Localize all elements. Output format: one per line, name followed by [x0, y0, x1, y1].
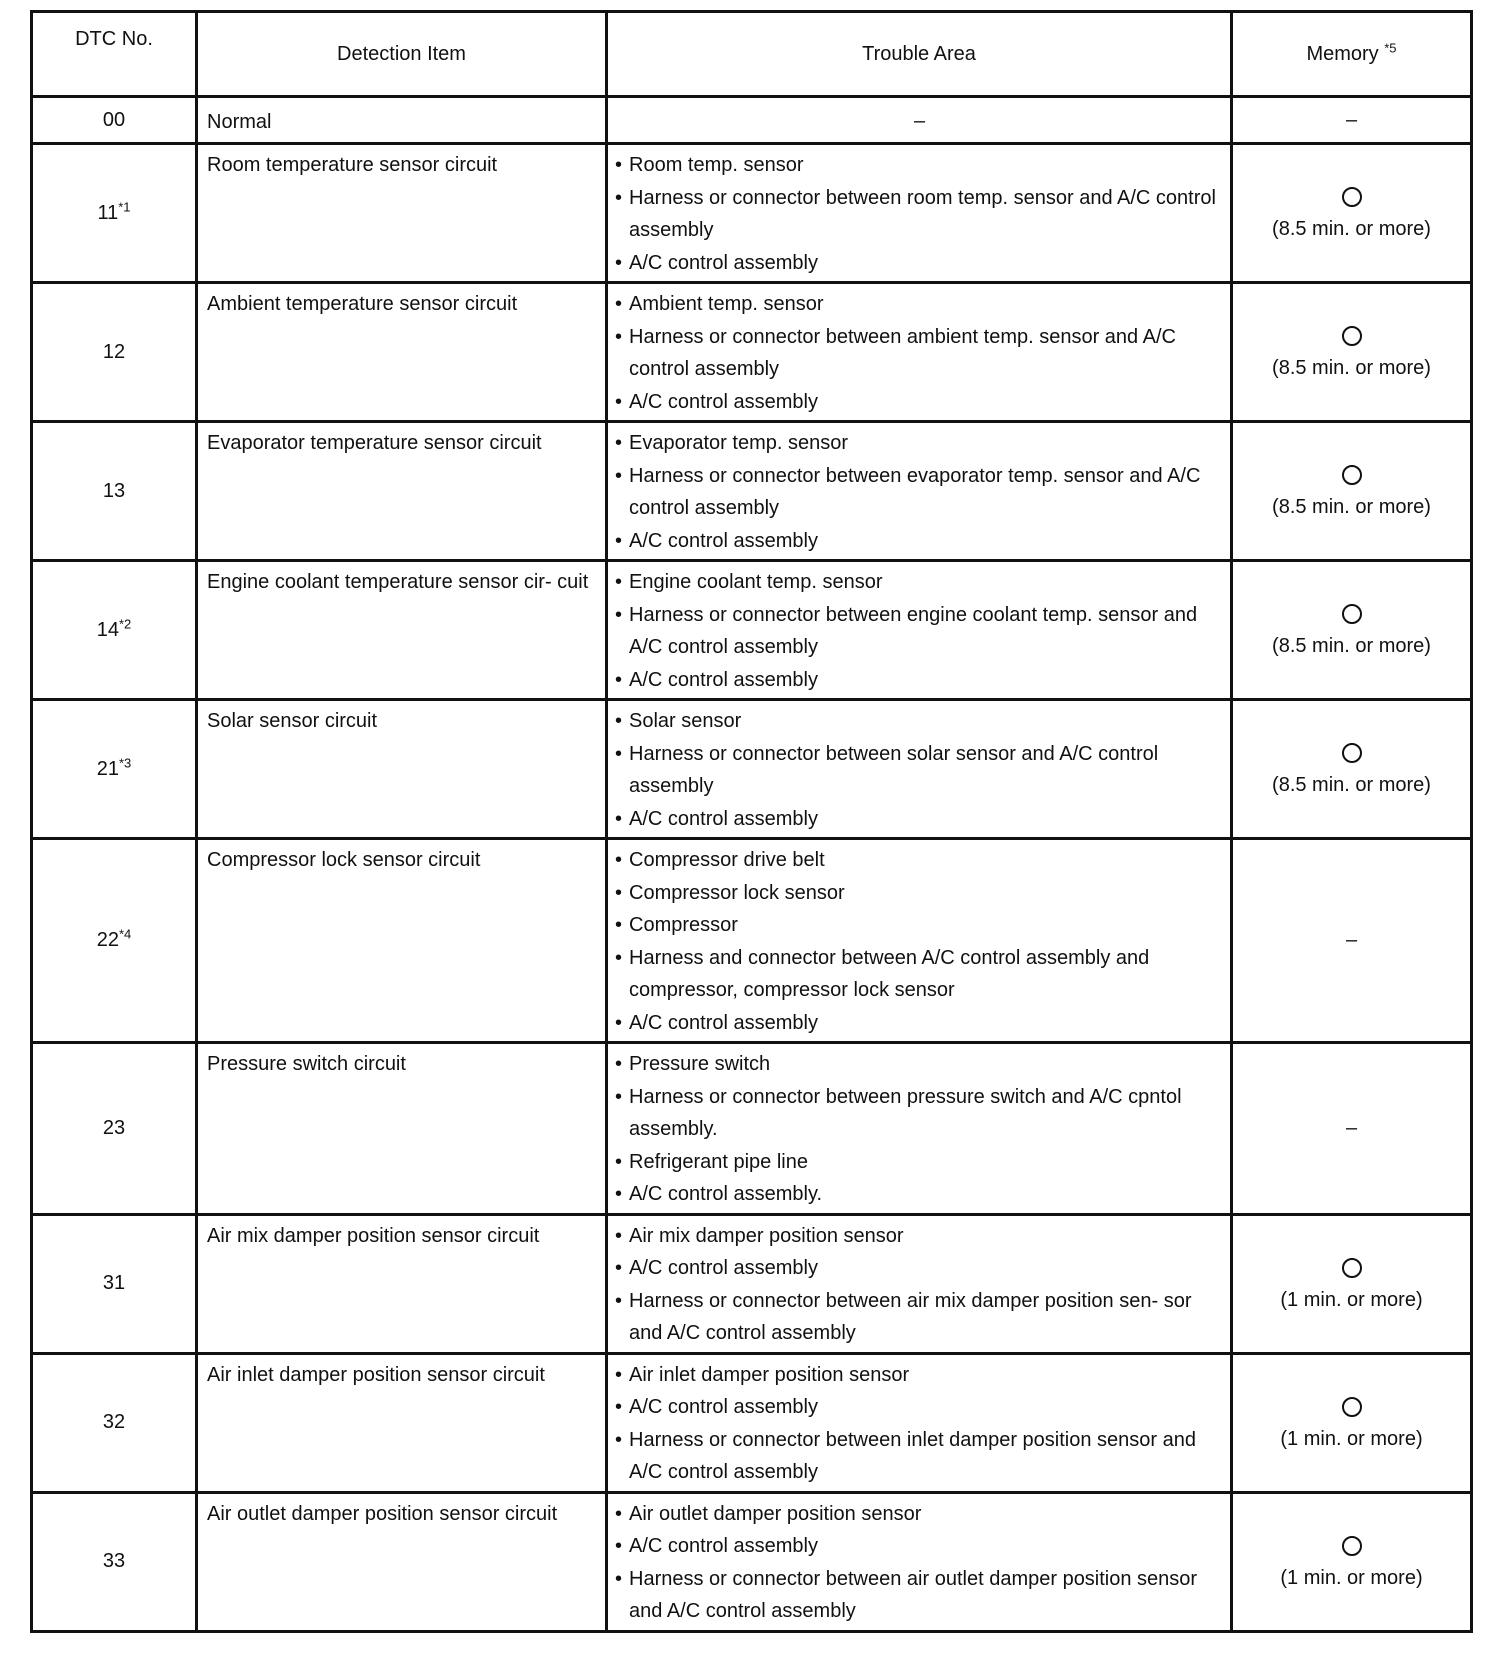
memory-duration: (1 min. or more): [1280, 1566, 1423, 1589]
memory-circle-icon: [1342, 1258, 1362, 1278]
dtc-footnote-marker: *2: [118, 616, 132, 632]
table-row: [32, 97, 1472, 144]
trouble-area-item: • Harness or connector between pressure switch and A/C cpntol assembly.: [615, 1081, 1224, 1146]
memory-cell: [1232, 1492, 1472, 1631]
trouble-area: [607, 144, 1232, 283]
trouble-area: [607, 1353, 1232, 1492]
trouble-area: [607, 561, 1232, 700]
memory-circle-icon: [1342, 465, 1362, 485]
memory-cell: [1232, 422, 1472, 561]
trouble-area-list: [615, 149, 1224, 279]
table-row: [32, 1214, 1472, 1353]
trouble-area-list: [615, 288, 1224, 418]
trouble-area-item: • A/C control assembly: [615, 1252, 1224, 1285]
trouble-area-item: • Harness or connector between air mix damper position sen- sor and A/C control assembly: [615, 1285, 1224, 1350]
dtc-code: 23: [102, 1117, 126, 1139]
trouble-area-item: • A/C control assembly: [615, 1530, 1224, 1563]
trouble-area-item: • Solar sensor: [615, 705, 1224, 738]
header-memory-label: Memory: [1306, 42, 1379, 65]
trouble-area: [607, 1214, 1232, 1353]
trouble-area: [607, 422, 1232, 561]
table-body: [32, 97, 1472, 1632]
trouble-area-item: • Air outlet damper position sensor: [615, 1498, 1224, 1531]
trouble-area-item: • Harness or connector between room temp. sensor and A/C control assembly: [615, 182, 1224, 247]
dtc-code: 13: [102, 479, 126, 502]
memory-cell: [1232, 283, 1472, 422]
dtc-code-cell: [32, 839, 197, 1043]
table-row: [32, 283, 1472, 422]
table-row: [32, 1492, 1472, 1631]
memory-circle-icon: [1342, 743, 1362, 763]
trouble-area: [607, 97, 1232, 144]
trouble-area-item: • A/C control assembly: [615, 386, 1224, 419]
trouble-area-list: [615, 566, 1224, 696]
dtc-code-cell: [32, 144, 197, 283]
table-row: [32, 1043, 1472, 1215]
memory-duration: (8.5 min. or more): [1272, 774, 1431, 796]
trouble-area-item: • Evaporator temp. sensor: [615, 427, 1224, 460]
memory-dash: –: [1345, 1117, 1358, 1139]
table-row: [32, 144, 1472, 283]
trouble-area: [607, 1043, 1232, 1215]
memory-cell: [1232, 144, 1472, 283]
dtc-code: 12: [102, 340, 126, 363]
trouble-area-item: • Harness or connector between air outlet damper position sensor and A/C control assembly: [615, 1563, 1224, 1628]
memory-duration: (8.5 min. or more): [1272, 635, 1431, 657]
dtc-code-cell: [32, 97, 197, 144]
trouble-area-item: • Refrigerant pipe line: [615, 1146, 1224, 1179]
trouble-area-list: [615, 1498, 1224, 1628]
dtc-code-cell: [32, 1214, 197, 1353]
detection-item: Pressure switch circuit: [197, 1043, 607, 1215]
detection-item: Solar sensor circuit: [197, 700, 607, 839]
memory-circle-icon: [1342, 326, 1362, 346]
memory-dash: –: [1345, 108, 1358, 131]
trouble-area-item: • Harness or connector between inlet damper position sensor and A/C control assembly: [615, 1424, 1224, 1489]
trouble-area-item: • A/C control assembly: [615, 1007, 1224, 1040]
trouble-area-list: [615, 427, 1224, 557]
dtc-code: 21: [96, 757, 119, 780]
trouble-area: [607, 700, 1232, 839]
table-row: [32, 422, 1472, 561]
memory-circle-icon: [1342, 1536, 1362, 1556]
memory-duration: (1 min. or more): [1280, 1427, 1423, 1450]
empty-dash: –: [913, 109, 926, 132]
detection-item: Engine coolant temperature sensor cir- cuit: [197, 561, 607, 700]
detection-item: Evaporator temperature sensor circuit: [197, 422, 607, 561]
dtc-code: 22: [96, 929, 119, 952]
header-memory: [1232, 12, 1472, 97]
detection-item: Room temperature sensor circuit: [197, 144, 607, 283]
memory-cell: [1232, 1353, 1472, 1492]
memory-cell: [1232, 561, 1472, 700]
trouble-area-item: • Air inlet damper position sensor: [615, 1359, 1224, 1392]
trouble-area-list: [615, 1220, 1224, 1350]
trouble-area-item: • Harness and connector between A/C control assembly and compressor, compressor lock sensor: [615, 942, 1224, 1007]
memory-cell: [1232, 839, 1472, 1043]
memory-duration: (8.5 min. or more): [1272, 496, 1431, 518]
trouble-area: [607, 1492, 1232, 1631]
dtc-code-cell: [32, 1353, 197, 1492]
header-memory-footnote: *5: [1384, 40, 1397, 56]
trouble-area-list: [615, 844, 1224, 1039]
table-row: [32, 1353, 1472, 1492]
memory-circle-icon: [1342, 187, 1362, 207]
dtc-code-cell: [32, 283, 197, 422]
dtc-code: 33: [102, 1550, 126, 1573]
detection-item: Air outlet damper position sensor circuit: [197, 1492, 607, 1631]
table-row: [32, 561, 1472, 700]
trouble-area-item: • A/C control assembly: [615, 803, 1224, 836]
detection-item: Air mix damper position sensor circuit: [197, 1214, 607, 1353]
memory-cell: [1232, 700, 1472, 839]
trouble-area-item: • Pressure switch: [615, 1048, 1224, 1081]
trouble-area-item: • Ambient temp. sensor: [615, 288, 1224, 321]
trouble-area-item: • Compressor drive belt: [615, 844, 1224, 877]
dtc-code-cell: [32, 1492, 197, 1631]
trouble-area-item: • A/C control assembly: [615, 664, 1224, 697]
memory-circle-icon: [1342, 604, 1362, 624]
dtc-footnote-marker: *1: [118, 199, 131, 215]
trouble-area-item: • A/C control assembly: [615, 247, 1224, 280]
memory-duration: (1 min. or more): [1280, 1288, 1423, 1311]
header-area-label: Trouble Area: [862, 42, 976, 65]
header-trouble-area: [607, 12, 1232, 97]
table-header-row: [32, 12, 1472, 97]
memory-duration: (8.5 min. or more): [1272, 357, 1431, 379]
dtc-code: 14: [96, 618, 119, 641]
dtc-footnote-marker: *4: [118, 926, 132, 942]
trouble-area-item: • Harness or connector between evaporator temp. sensor and A/C control assembly: [615, 460, 1224, 525]
header-dtc-label: DTC No.: [75, 28, 153, 50]
header-detection-item: [197, 12, 607, 97]
detection-item: Normal: [197, 97, 607, 144]
dtc-code: 31: [102, 1272, 126, 1295]
detection-item: Air inlet damper position sensor circuit: [197, 1353, 607, 1492]
memory-cell: [1232, 1043, 1472, 1215]
trouble-area-list: [615, 1048, 1224, 1211]
dtc-code: 11: [97, 201, 119, 224]
trouble-area: [607, 839, 1232, 1043]
dtc-footnote-marker: *3: [118, 755, 132, 771]
dtc-code-cell: [32, 561, 197, 700]
trouble-area-item: • Harness or connector between solar sensor and A/C control assembly: [615, 738, 1224, 803]
header-item-label: Detection Item: [337, 42, 466, 65]
detection-item: Compressor lock sensor circuit: [197, 839, 607, 1043]
table-row: [32, 700, 1472, 839]
dtc-code-cell: [32, 1043, 197, 1215]
memory-dash: –: [1345, 929, 1358, 952]
dtc-table: [30, 10, 1473, 1633]
trouble-area-item: • A/C control assembly: [615, 525, 1224, 558]
table-row: [32, 839, 1472, 1043]
memory-cell: [1232, 1214, 1472, 1353]
trouble-area-item: • Compressor lock sensor: [615, 877, 1224, 910]
trouble-area-item: • Compressor: [615, 909, 1224, 942]
trouble-area-item: • Engine coolant temp. sensor: [615, 566, 1224, 599]
memory-duration: (8.5 min. or more): [1272, 218, 1431, 240]
trouble-area-list: [615, 705, 1224, 835]
dtc-code: 00: [102, 108, 126, 131]
trouble-area-item: • Room temp. sensor: [615, 149, 1224, 182]
header-dtc-no: [32, 12, 197, 97]
trouble-area-item: • Harness or connector between engine coolant temp. sensor and A/C control assembly: [615, 599, 1224, 664]
dtc-code-cell: [32, 700, 197, 839]
trouble-area-item: • Air mix damper position sensor: [615, 1220, 1224, 1253]
trouble-area-item: • A/C control assembly: [615, 1391, 1224, 1424]
memory-cell: [1232, 97, 1472, 144]
memory-circle-icon: [1342, 1397, 1362, 1417]
trouble-area-list: [615, 1359, 1224, 1489]
detection-item: Ambient temperature sensor circuit: [197, 283, 607, 422]
trouble-area: [607, 283, 1232, 422]
trouble-area-item: • Harness or connector between ambient temp. sensor and A/C control assembly: [615, 321, 1224, 386]
trouble-area-item: • A/C control assembly.: [615, 1178, 1224, 1211]
dtc-code: 32: [102, 1411, 126, 1434]
dtc-code-cell: [32, 422, 197, 561]
